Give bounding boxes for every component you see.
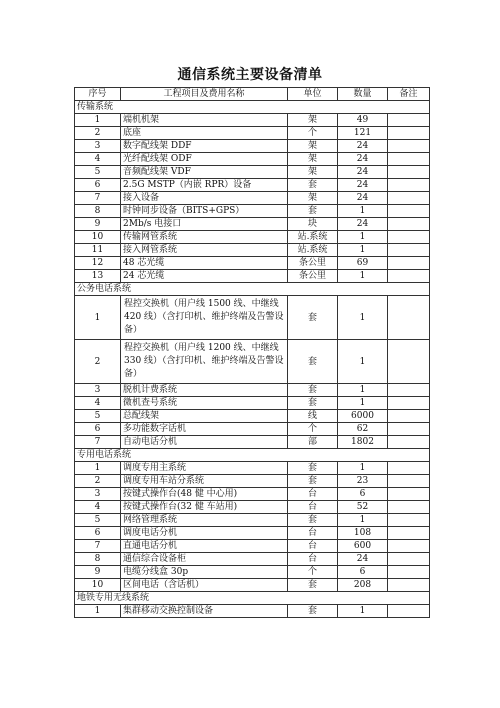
cell-quantity: 1: [338, 231, 388, 244]
cell-index: 4: [75, 153, 121, 166]
cell-unit: 套: [288, 579, 338, 592]
table-row: [75, 166, 430, 179]
cell-remark: [388, 423, 430, 436]
cell-index: 8: [75, 205, 121, 218]
cell-index: 12: [75, 257, 121, 270]
cell-quantity: 1: [338, 462, 388, 475]
table-row: [75, 397, 430, 410]
table-row: [75, 384, 430, 397]
cell-unit: 套: [288, 462, 338, 475]
table-row: [75, 257, 430, 270]
cell-index: 5: [75, 166, 121, 179]
cell-quantity: 1: [338, 340, 388, 384]
cell-index: 10: [75, 231, 121, 244]
cell-quantity: 1: [338, 270, 388, 283]
cell-remark: [388, 166, 430, 179]
cell-unit: 台: [288, 540, 338, 553]
cell-quantity: 24: [338, 140, 388, 153]
cell-unit: 架: [288, 140, 338, 153]
cell-index: 1: [75, 462, 121, 475]
header-cell-unit: 单位: [288, 88, 338, 101]
cell-name: 传输网管系统: [121, 231, 288, 244]
cell-unit: 套: [288, 514, 338, 527]
cell-name: 时钟同步设备（BITS+GPS）: [121, 205, 288, 218]
table-row: [75, 270, 430, 283]
cell-name: 调度电话分机: [121, 527, 288, 540]
cell-unit: 架: [288, 166, 338, 179]
cell-index: 1: [75, 296, 121, 340]
cell-index: 7: [75, 436, 121, 449]
cell-name: 2.5G MSTP（内嵌 RPR）设备: [121, 179, 288, 192]
cell-index: 2: [75, 340, 121, 384]
cell-quantity: 1802: [338, 436, 388, 449]
cell-index: 6: [75, 423, 121, 436]
table-row: [75, 205, 430, 218]
cell-remark: [388, 462, 430, 475]
cell-index: 6: [75, 179, 121, 192]
cell-quantity: 600: [338, 540, 388, 553]
cell-name: 按键式操作台(32 健 车站用): [121, 501, 288, 514]
cell-index: 1: [75, 114, 121, 127]
table-row: [75, 153, 430, 166]
cell-index: 8: [75, 553, 121, 566]
cell-name: 接入网管系统: [121, 244, 288, 257]
cell-remark: [388, 514, 430, 527]
cell-quantity: 6: [338, 566, 388, 579]
table-row: [75, 127, 430, 140]
section-title: 专用电话系统: [75, 449, 430, 462]
cell-name: 网络管理系统: [121, 514, 288, 527]
cell-quantity: 1: [338, 514, 388, 527]
cell-name: 底座: [121, 127, 288, 140]
cell-name: 调度专用车站分系统: [121, 475, 288, 488]
cell-name: 调度专用主系统: [121, 462, 288, 475]
cell-quantity: 6000: [338, 410, 388, 423]
cell-name: 脱机计费系统: [121, 384, 288, 397]
cell-unit: 部: [288, 436, 338, 449]
equipment-table-body: [75, 88, 430, 618]
cell-index: 13: [75, 270, 121, 283]
cell-remark: [388, 205, 430, 218]
table-row: [75, 514, 430, 527]
cell-unit: 套: [288, 605, 338, 618]
cell-name: 总配线架: [121, 410, 288, 423]
table-row: [75, 410, 430, 423]
header-cell-quantity: 数量: [338, 88, 388, 101]
cell-remark: [388, 397, 430, 410]
cell-quantity: 24: [338, 218, 388, 231]
table-row: [75, 340, 430, 384]
cell-quantity: 208: [338, 579, 388, 592]
cell-unit: 个: [288, 423, 338, 436]
cell-unit: 块: [288, 218, 338, 231]
cell-unit: 条公里: [288, 257, 338, 270]
cell-unit: 架: [288, 114, 338, 127]
section-row: [75, 592, 430, 605]
table-row: [75, 231, 430, 244]
cell-remark: [388, 475, 430, 488]
cell-remark: [388, 218, 430, 231]
cell-unit: 台: [288, 553, 338, 566]
cell-remark: [388, 605, 430, 618]
cell-remark: [388, 340, 430, 384]
cell-quantity: 24: [338, 153, 388, 166]
cell-name: 集群移动交换控制设备: [121, 605, 288, 618]
cell-name: 端机机架: [121, 114, 288, 127]
cell-unit: 套: [288, 397, 338, 410]
cell-remark: [388, 579, 430, 592]
cell-remark: [388, 114, 430, 127]
cell-quantity: 23: [338, 475, 388, 488]
section-row: [75, 449, 430, 462]
cell-unit: 套: [288, 475, 338, 488]
table-row: [75, 501, 430, 514]
cell-index: 7: [75, 540, 121, 553]
cell-unit: 套: [288, 205, 338, 218]
header-cell-index: 序号: [75, 88, 121, 101]
cell-name: 程控交换机（用户线 1200 线、中继线 330 线）（含打印机、维护终端及告警设备）: [121, 340, 288, 384]
cell-quantity: 49: [338, 114, 388, 127]
cell-remark: [388, 153, 430, 166]
cell-unit: 套: [288, 296, 338, 340]
cell-name: 多功能数字话机: [121, 423, 288, 436]
cell-remark: [388, 553, 430, 566]
cell-unit: 台: [288, 527, 338, 540]
cell-quantity: 6: [338, 488, 388, 501]
cell-index: 3: [75, 488, 121, 501]
cell-quantity: 24: [338, 179, 388, 192]
cell-quantity: 1: [338, 244, 388, 257]
table-row: [75, 140, 430, 153]
table-row: [75, 179, 430, 192]
cell-name: 自动电话分机: [121, 436, 288, 449]
cell-quantity: 1: [338, 296, 388, 340]
cell-quantity: 69: [338, 257, 388, 270]
cell-index: 2: [75, 475, 121, 488]
cell-remark: [388, 436, 430, 449]
cell-unit: 套: [288, 384, 338, 397]
table-row: [75, 566, 430, 579]
cell-remark: [388, 296, 430, 340]
cell-remark: [388, 257, 430, 270]
cell-quantity: 1: [338, 384, 388, 397]
cell-name: 2Mb/s 电接口: [121, 218, 288, 231]
table-row: [75, 540, 430, 553]
cell-index: 10: [75, 579, 121, 592]
table-row: [75, 296, 430, 340]
cell-unit: 个: [288, 566, 338, 579]
section-row: [75, 283, 430, 296]
cell-remark: [388, 244, 430, 257]
cell-quantity: 52: [338, 501, 388, 514]
header-cell-name: 工程项目及费用名称: [121, 88, 288, 101]
cell-name: 区间电话（含话机）: [121, 579, 288, 592]
table-row: [75, 527, 430, 540]
cell-quantity: 62: [338, 423, 388, 436]
cell-remark: [388, 140, 430, 153]
cell-remark: [388, 540, 430, 553]
cell-name: 数字配线架 DDF: [121, 140, 288, 153]
cell-unit: 套: [288, 340, 338, 384]
cell-index: 5: [75, 514, 121, 527]
cell-remark: [388, 501, 430, 514]
cell-name: 按键式操作台(48 健 中心用): [121, 488, 288, 501]
table-row: [75, 244, 430, 257]
cell-unit: 站.系统: [288, 231, 338, 244]
table-row: [75, 114, 430, 127]
cell-index: 9: [75, 566, 121, 579]
cell-index: 7: [75, 192, 121, 205]
cell-index: 4: [75, 501, 121, 514]
table-row: [75, 436, 430, 449]
cell-name: 通信综合设备柜: [121, 553, 288, 566]
cell-unit: 站.系统: [288, 244, 338, 257]
table-row: [75, 192, 430, 205]
table-row: [75, 553, 430, 566]
cell-unit: 线: [288, 410, 338, 423]
cell-unit: 台: [288, 488, 338, 501]
section-title: 传输系统: [75, 101, 430, 114]
cell-name: 光纤配线架 ODF: [121, 153, 288, 166]
table-row: [75, 423, 430, 436]
cell-index: 1: [75, 605, 121, 618]
cell-index: 3: [75, 384, 121, 397]
cell-name: 24 芯光缆: [121, 270, 288, 283]
cell-quantity: 1: [338, 205, 388, 218]
cell-quantity: 1: [338, 397, 388, 410]
cell-unit: 套: [288, 179, 338, 192]
cell-remark: [388, 488, 430, 501]
cell-remark: [388, 527, 430, 540]
cell-remark: [388, 566, 430, 579]
document-title: 通信系统主要设备清单: [177, 67, 323, 83]
cell-remark: [388, 127, 430, 140]
cell-remark: [388, 384, 430, 397]
cell-unit: 架: [288, 192, 338, 205]
section-row: [75, 101, 430, 114]
cell-name: 直通电话分机: [121, 540, 288, 553]
table-header-row: [75, 88, 430, 101]
cell-name: 48 芯光缆: [121, 257, 288, 270]
cell-index: 2: [75, 127, 121, 140]
cell-remark: [388, 179, 430, 192]
table-row: [75, 605, 430, 618]
cell-quantity: 24: [338, 192, 388, 205]
cell-index: 5: [75, 410, 121, 423]
cell-quantity: 108: [338, 527, 388, 540]
table-row: [75, 462, 430, 475]
cell-remark: [388, 231, 430, 244]
cell-index: 3: [75, 140, 121, 153]
table-row: [75, 488, 430, 501]
cell-unit: 台: [288, 501, 338, 514]
cell-index: 4: [75, 397, 121, 410]
cell-name: 程控交换机（用户线 1500 线、中继线 420 线）（含打印机、维护终端及告警设备）: [121, 296, 288, 340]
cell-quantity: 24: [338, 166, 388, 179]
cell-name: 接入设备: [121, 192, 288, 205]
equipment-table: [74, 87, 430, 618]
table-row: [75, 475, 430, 488]
cell-name: 音频配线架 VDF: [121, 166, 288, 179]
cell-quantity: 121: [338, 127, 388, 140]
cell-index: 6: [75, 527, 121, 540]
section-title: 公务电话系统: [75, 283, 430, 296]
table-row: [75, 218, 430, 231]
cell-quantity: 24: [338, 553, 388, 566]
table-row: [75, 579, 430, 592]
cell-index: 11: [75, 244, 121, 257]
cell-unit: 条公里: [288, 270, 338, 283]
cell-unit: 架: [288, 153, 338, 166]
cell-name: 微机查号系统: [121, 397, 288, 410]
cell-remark: [388, 410, 430, 423]
cell-remark: [388, 270, 430, 283]
section-title: 地铁专用无线系统: [75, 592, 430, 605]
cell-name: 电缆分线盒 30p: [121, 566, 288, 579]
cell-index: 9: [75, 218, 121, 231]
header-cell-remark: 备注: [388, 88, 430, 101]
cell-remark: [388, 192, 430, 205]
cell-quantity: 1: [338, 605, 388, 618]
cell-unit: 个: [288, 127, 338, 140]
